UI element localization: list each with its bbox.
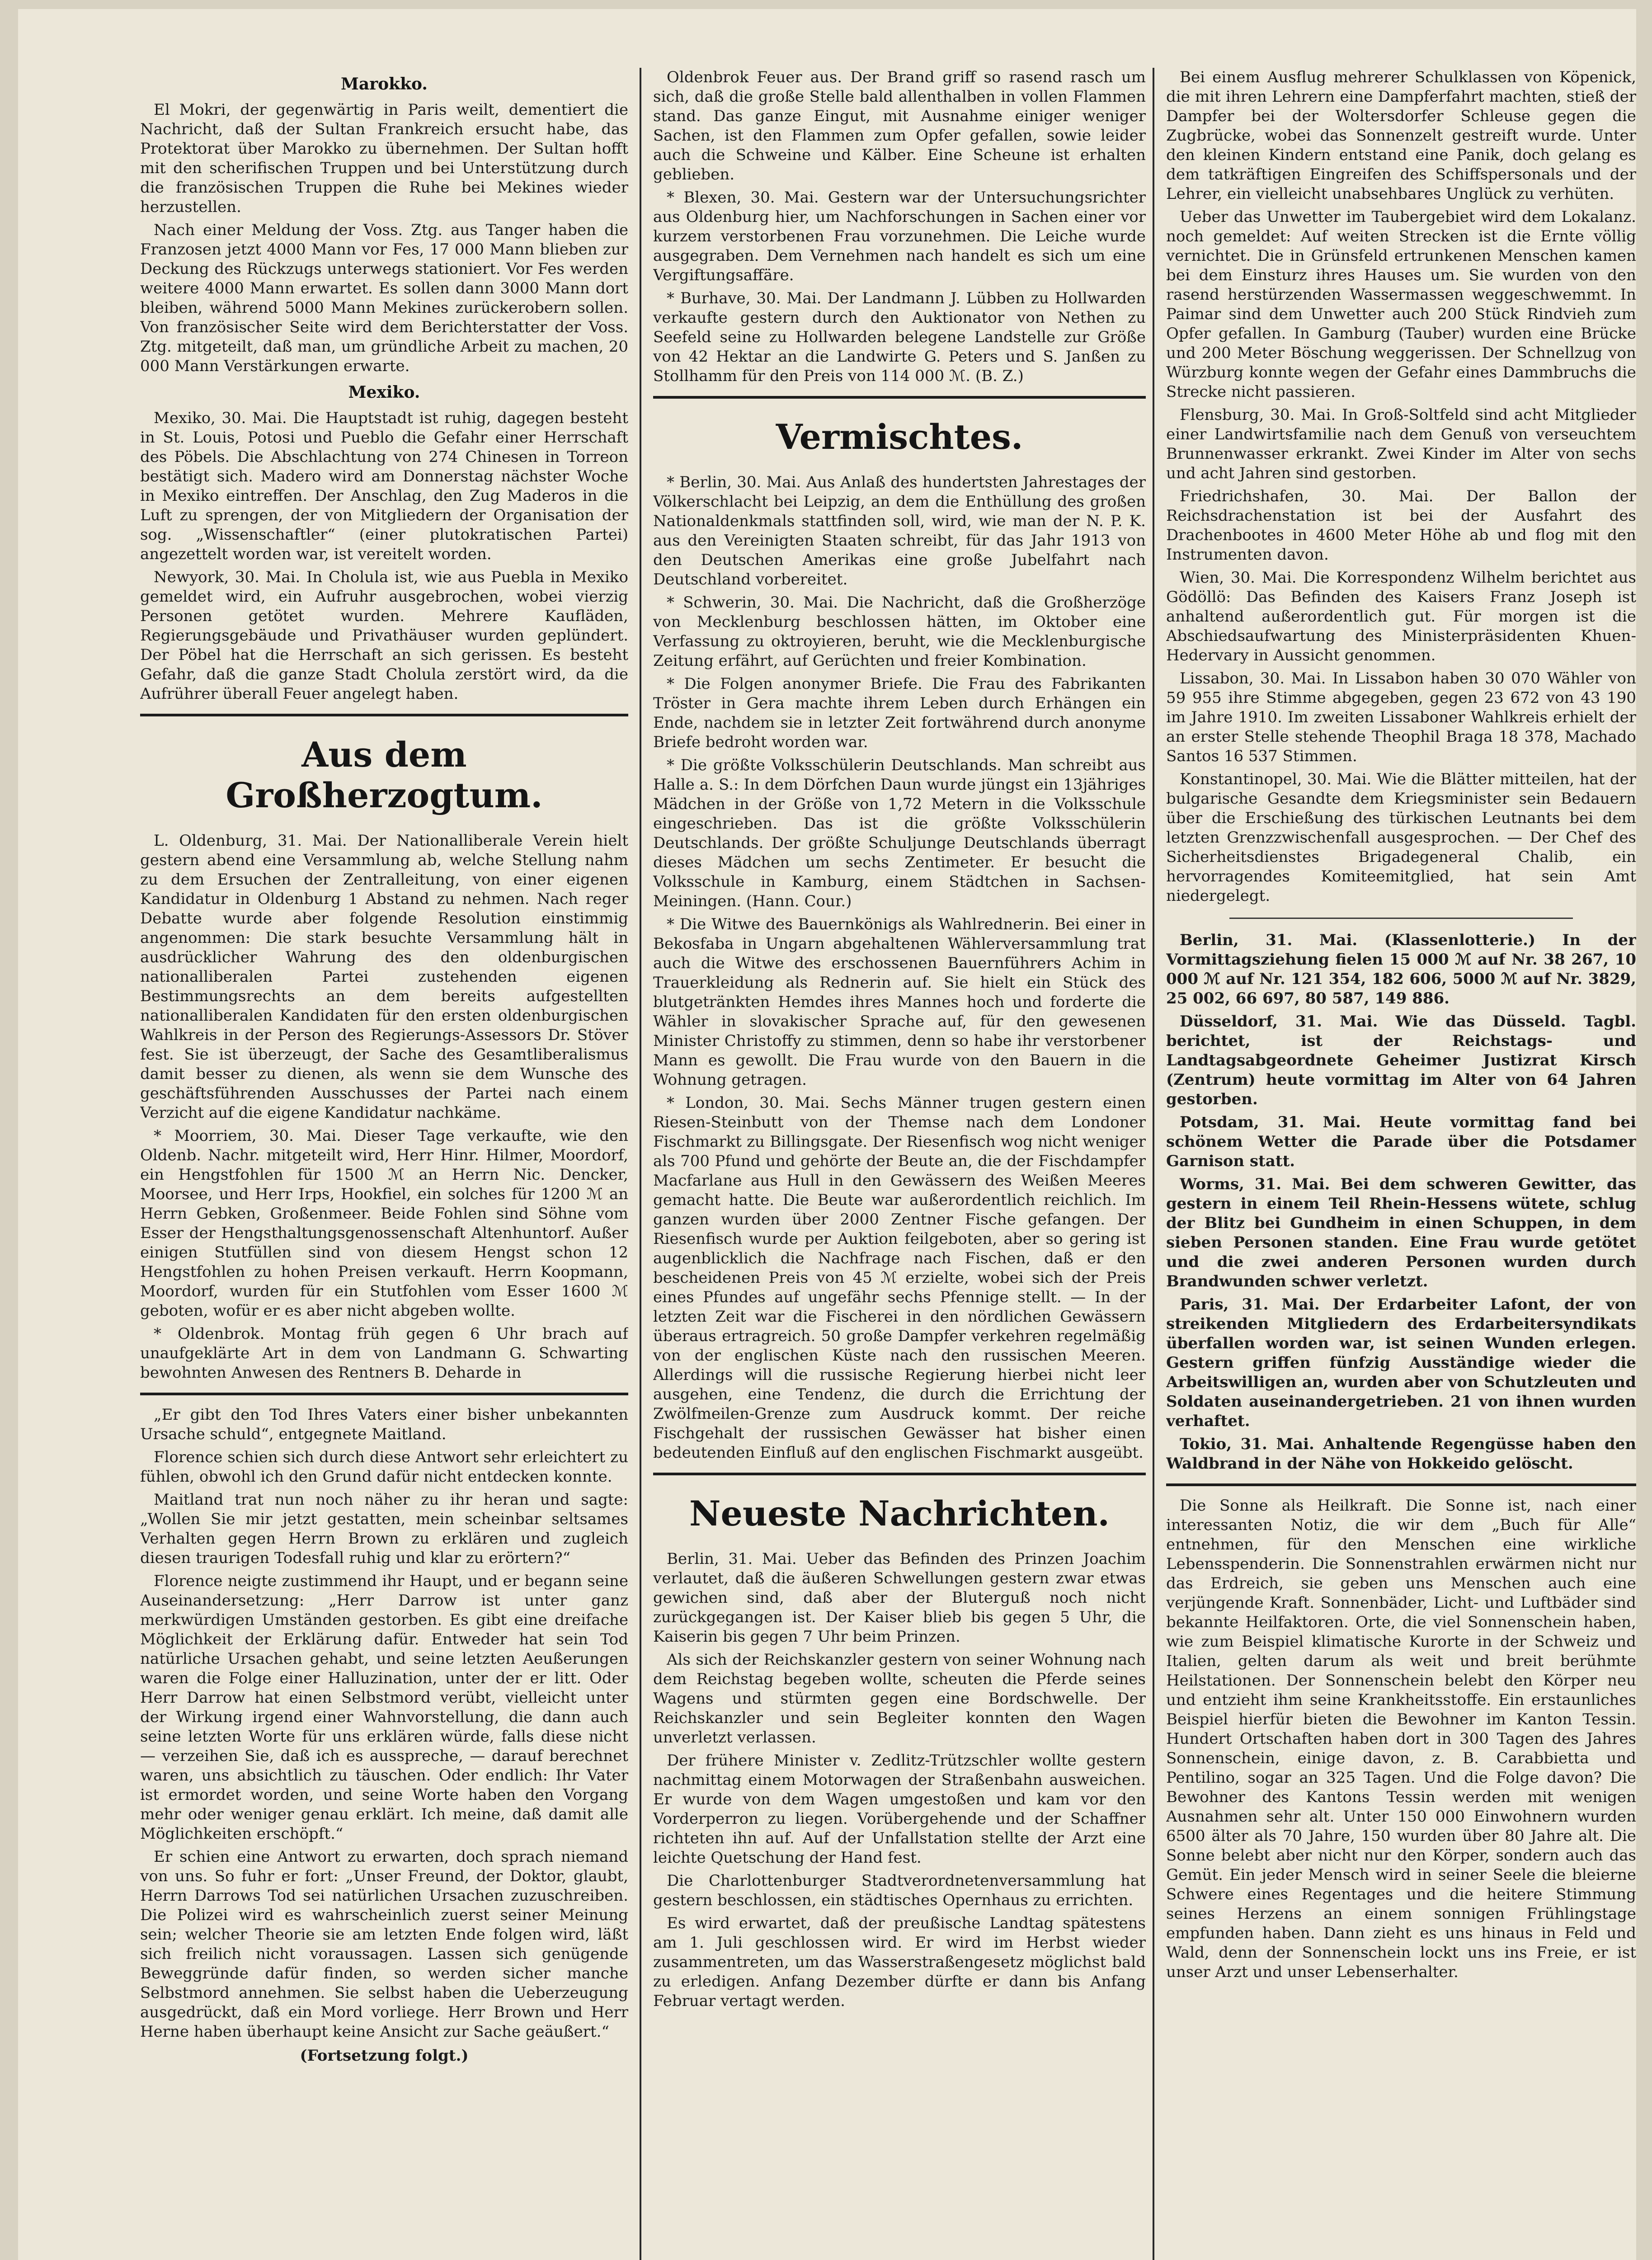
article-paragraph: * Burhave, 30. Mai. Der Landmann J. Lübben zu Hollwarden verkaufte gestern durch den Auktionator von Nethen zu Seefeld seine zu Hollwarden belegene Landstelle zur Größe von 42 Hektar an die Landwirte G. Peters und S. Janßen zu Stollhamm für den Preis von 114 000 ℳ. (B. Z.) — [653, 289, 1146, 385]
section-heading-marokko: Marokko. — [341, 75, 428, 94]
article-paragraph: Die Sonne als Heilkraft. Die Sonne ist, nach einer interessanten Notiz, die wir dem „Buch für Alle“ entnehmen, für den Menschen eine wirkliche Lebensspenderin. Die Sonnenstrahlen erwärmen nicht nur das Erdreich, sie geben uns Menschen auch eine verjüngende Kraft. Sonnenbäder, Licht- und Luftbäder sind bekannte Heilfaktoren. Orte, die viel Sonnenschein haben, wie zum Beispiel klimatische Kurorte in der Schweiz und Italien, gelten darum als weit und breit berühmte Heilstationen. Der Sonnenschein belebt den Körper neu und entzieht ihm seine Krankheitsstoffe. Ein erstaunliches Beispiel hierfür bieten die Bewohner im Kanton Tessin. Hundert Ortschaften haben dort in 300 Tagen des Jahres Sonnenschein, einige davon, z. B. Carabbietta und Pentilino, sogar an 325 Tagen. Und die Folge davon? Die Bewohner des Kantons Tessin werden mit wenigen Ausnahmen sehr alt. Unter 150 000 Einwohnern wurden 6500 älter als 70 Jahre, 150 wurden über 80 Jahre alt. Die Sonne belebt aber nicht nur den Körper, sondern auch das Gemüt. Ein jeder Mensch wird in seiner Seele die bleierne Schwere eines Regentages und die heitere Stimmung seines Herzens an einem sonnigen Frühlingstage empfunden haben. Dann zieht es uns hinaus in Feld und Wald, denn der Sonnenschein lockt uns ins Freie, er ist unser Arzt und unser Lebenserhalter. — [1166, 1497, 1636, 1981]
article-paragraph: * Die Folgen anonymer Briefe. Die Frau des Fabrikanten Tröster in Gera machte ihrem Leben durch Erhängen ein Ende, nachdem sie in letzter Zeit fortwährend durch anonyme Briefe bedroht worden war. — [653, 675, 1146, 751]
article-paragraph: * Die größte Volksschülerin Deutschlands. Man schreibt aus Halle a. S.: In dem Dörfchen Daun wurde jüngst ein 13jähriges Mädchen in der Größe von 1,72 Metern in die Volksschule eingeschrieben. Das ist die größte Volksschülerin Deutschlands. Der größte Schuljunge Deutschlands überragt dieses Mädchen um sechs Zentimeter. Er besucht die Volksschule in Kamburg, einem Städtchen in Sachsen-Meiningen. (Hann. Cour.) — [653, 756, 1146, 910]
column-rule — [640, 68, 641, 2260]
article-paragraph: * London, 30. Mai. Sechs Männer trugen gestern einen Riesen-Steinbutt von der Themse nach dem Londoner Fischmarkt zu Billingsgate. Der Riesenfisch wog nicht weniger als 700 Pfund und gehörte der Beute an, die der Fischdampfer Macfarlane aus Hull in den Gewässern des Weißen Meeres gemacht hatte. Die Beute war außerordentlich reichlich. Im ganzen wurden über 2000 Zentner Fische gefangen. Der Riesenfisch wurde per Auktion feilgeboten, aber so gering ist augenblicklich die Nachfrage nach Fischen, daß er den bescheidenen Preis von 45 ℳ erzielte, wobei sich der Preis eines Pfundes auf ungefähr sechs Pfennige stellt. — In der letzten Zeit war die Fischerei in den nördlichen Gewässern überaus ertragreich. 50 große Dampfer verkehren regelmäßig von der englischen Küste nach den russischen Meeren. Allerdings will die russische Regierung hierbei nicht leer ausgehen, eine Tendenz, die durch die Errichtung der Zwölfmeilen-Grenze zum Ausdruck kommt. Der reiche Fischgehalt der russischen Gewässer hat bisher einen bedeutenden Einfluß auf den englischen Fischmarkt ausgeübt. — [653, 1094, 1146, 1462]
telegram-paragraph: Berlin, 31. Mai. (Klassenlotterie.) In der Vormittagsziehung fielen 15 000 ℳ auf Nr. 38 267, 10 000 ℳ auf Nr. 121 354, 182 606, 5000 ℳ auf Nr. 3829, 25 002, 66 697, 80 587, 149 886. — [1166, 931, 1636, 1008]
column-rule — [1153, 68, 1154, 2260]
novel-paragraph: Maitland trat nun noch näher zu ihr heran und sagte: „Wollen Sie mir jetzt gestatten, mein scheinbar seltsames Verhalten gegen Herrn Brown zu erklären und zugleich diesen traurigen Todesfall ruhig und klar zu erörtern?“ — [140, 1491, 628, 1567]
column-left — [140, 68, 628, 2260]
section-heading-neueste-nachrichten: Neueste Nachrichten. — [689, 1493, 1110, 1534]
article-paragraph: Der frühere Minister v. Zedlitz-Trützschler wollte gestern nachmittag einem Motorwagen der Straßenbahn ausweichen. Er wurde von dem Wagen umgestoßen und kam vor den Vorderperron zu liegen. Vorübergehende und der Schaffner richteten ihn auf. Auf der Unfallstation stellte der Arzt eine leichte Quetschung der Hand fest. — [653, 1752, 1146, 1867]
article-paragraph: Lissabon, 30. Mai. In Lissabon haben 30 070 Wähler von 59 955 ihre Stimme abgegeben, gegen 23 672 von 43 190 im Jahre 1910. Im zweiten Lissaboner Wahlkreis erhielt der an erster Stelle stehende Theophil Braga 18 378, Machado Santos 16 537 Stimmen. — [1166, 669, 1636, 765]
article-paragraph: Berlin, 31. Mai. Ueber das Befinden des Prinzen Joachim verlautet, daß die äußeren Schwellungen gestern zwar etwas gewichen sind, daß aber der Bluterguß noch nicht zurückgegangen ist. Der Kaiser blieb bis gegen 5 Uhr, die Kaiserin bis gegen 7 Uhr beim Prinzen. — [653, 1550, 1146, 1646]
telegram-paragraph: Düsseldorf, 31. Mai. Wie das Düsseld. Tagbl. berichtet, ist der Reichstags- und Landtagsabgeordnete Geheimer Justizrat Kirsch (Zentrum) heute vormittag im Alter von 64 Jahren gestorben. — [1166, 1012, 1636, 1108]
telegram-paragraph: Paris, 31. Mai. Der Erdarbeiter Lafont, der von streikenden Mitgliedern des Erdarbeitersyndikats überfallen worden war, ist seinen Wunden erlegen. Gestern griffen fünfzig Ausständige wieder die Arbeitswilligen an, wurden aber von Schutzleuten und Soldaten auseinandergetrieben. 21 von ihnen wurden verhaftet. — [1166, 1295, 1636, 1430]
section-divider — [653, 1473, 1146, 1475]
column-right — [1166, 68, 1636, 2260]
article-paragraph: L. Oldenburg, 31. Mai. Der Nationalliberale Verein hielt gestern abend eine Versammlung ab, welche Stellung nahm zu dem Ersuchen der Zentralleitung, von einer eigenen Kandidatur in Oldenburg 1 Abstand zu nehmen. Nach reger Debatte wurde aber folgende Resolution einstimmig angenommen: Die stark besuchte Versammlung hält in ausdrücklicher Wahrung des den oldenburgischen nationalliberalen Partei zustehenden eigenen Bestimmungsrechts an dem bereits aufgestellten nationalliberalen Kandidaten für den ersten oldenburgischen Wahlkreis in der Person des Regierungs-Assessors Dr. Stöver fest. Sie ist überzeugt, der Sache des Gesamtliberalismus damit besser zu dienen, als wenn sie dem Wunsche des geschäftsführenden Ausschusses der Partei nach einem Verzicht auf die eigene Kandidatur nachkäme. — [140, 832, 628, 1122]
article-paragraph: Newyork, 30. Mai. In Cholula ist, wie aus Puebla in Mexiko gemeldet wird, ein Aufruhr ausgebrochen, wobei vierzig Personen getötet wurden. Mehrere Kaufläden, Regierungsgebäude und Privathäuser wurden geplündert. Der Pöbel hat die Herrschaft an sich gerissen. Es besteht Gefahr, daß die ganze Stadt Cholula zerstört wird, da die Aufrührer überall Feuer angelegt haben. — [140, 568, 628, 703]
telegram-divider — [1229, 918, 1573, 919]
article-paragraph: Mexiko, 30. Mai. Die Hauptstadt ist ruhig, dagegen besteht in St. Louis, Potosi und Pueblo die Gefahr einer Herrschaft des Pöbels. Die Abschlachtung von 274 Chinesen in Torreon bestätigt sich. Madero wird am Donnerstag nächster Woche in Mexiko eintreffen. Der Anschlag, den Zug Maderos in die Luft zu sprengen, der von Mitgliedern der Organisation der sog. „Wissenschaftler“ (einer plutokratischen Partei) angezettelt worden war, ist vereitelt worden. — [140, 409, 628, 563]
article-paragraph: El Mokri, der gegenwärtig in Paris weilt, dementiert die Nachricht, daß der Sultan Frankreich ersucht habe, das Protektorat über Marokko zu übernehmen. Der Sultan hofft mit den scherifischen Truppen und bei Unterstützung durch die französischen Truppen die Ruhe bei Mekines wieder herzustellen. — [140, 101, 628, 216]
feuilleton-divider — [140, 1393, 628, 1395]
article-paragraph: * Berlin, 30. Mai. Aus Anlaß des hundertsten Jahrestages der Völkerschlacht bei Leipzig, an dem die Enthüllung des großen Nationaldenkmals stattfinden soll, wird, wie man der N. P. K. aus den Vereinigten Staaten schreibt, für das Jahr 1913 von den Deutschen Amerikas eine große Jubelfahrt nach Deutschland vorbereitet. — [653, 473, 1146, 589]
article-paragraph: Es wird erwartet, daß der preußische Landtag spätestens am 1. Juli geschlossen wird. Er wird im Herbst wieder zusammentreten, um das Wasserstraßengesetz möglichst bald zu erledigen. Anfang Dezember dürfte er dann bis Anfang Februar vertagt werden. — [653, 1914, 1146, 2010]
article-paragraph: * Schwerin, 30. Mai. Die Nachricht, daß die Großherzöge von Mecklenburg beschlossen hätten, im Oktober eine Verfassung zu oktroyieren, beruht, wie die Mecklenburgische Zeitung erfährt, auf Gerüchten und freier Kombination. — [653, 593, 1146, 670]
article-paragraph: Als sich der Reichskanzler gestern von seiner Wohnung nach dem Reichstag begeben wollte, scheuten die Pferde seines Wagens und stürmten gegen eine Bordschwelle. Der Reichskanzler und sein Begleiter konnten den Wagen unverletzt verlassen. — [653, 1651, 1146, 1747]
section-heading-grossherzogtum: Aus dem Großherzogtum. — [226, 734, 543, 815]
novel-paragraph: Florence neigte zustimmend ihr Haupt, und er begann seine Auseinandersetzung: „Herr Darrow ist unter ganz merkwürdigen Umständen gestorben. Es gibt eine dreifache Möglichkeit der Erklärung dafür. Entweder hat sein Tod natürliche Ursachen gehabt, und seine letzten Aeußerungen waren die Folge einer Halluzination, unter der er litt. Oder Herr Darrow hat einen Selbstmord verübt, vielleicht unter der Wirkung irgend einer Wahnvorstellung, die dann auch seine letzten Worte für uns erklären würde, falls diese nicht — verzeihen Sie, daß ich es ausspreche, — darauf berechnet waren, uns absichtlich zu täuschen. Oder endlich: Ihr Vater ist ermordet worden, und seine Worte haben den Vorgang mehr oder weniger genau erklärt. Ich meine, daß damit alle Möglichkeiten erschöpft.“ — [140, 1572, 628, 1843]
article-paragraph: Die Charlottenburger Stadtverordnetenversammlung hat gestern beschlossen, ein städtisches Opernhaus zu errichten. — [653, 1872, 1146, 1909]
section-divider — [140, 714, 628, 716]
article-paragraph: * Oldenbrok. Montag früh gegen 6 Uhr brach auf unaufgeklärte Art in dem von Landmann G. Schwarting bewohnten Anwesen des Rentners B. Deharde in — [140, 1325, 628, 1382]
article-paragraph: Konstantinopel, 30. Mai. Wie die Blätter mitteilen, hat der bulgarische Gesandte dem Kriegsminister sein Bedauern über die Erschießung des türkischen Leutnants bei dem letzten Grenzzwischenfall ausgesprochen. — Der Chef des Sicherheitsdienstes Brigadegeneral Chalib, ein hervorragendes Komiteemitglied, hat sein Amt niedergelegt. — [1166, 770, 1636, 905]
article-paragraph: * Moorriem, 30. Mai. Dieser Tage verkaufte, wie den Oldenb. Nachr. mitgeteilt wird, Herr Hinr. Hilmer, Moordorf, ein Hengstfohlen für 1500 ℳ an Herrn Nic. Dencker, Moorsee, und Herr Irps, Hookfiel, ein solches für 1200 ℳ an Herrn Gebken, Großenmeer. Beide Fohlen sind Söhne vom Esser der Hengsthaltungsgenossenschaft Altenhuntorf. Außer einigen Stutfüllen sind von diesem Hengst schon 12 Hengstfohlen zu hohen Preisen verkauft. Herrn Koopmann, Moordorf, wurden für ein Stutfohlen vom Esser 1600 ℳ geboten, wofür er es aber nicht abgeben wollte. — [140, 1127, 628, 1320]
article-paragraph: Flensburg, 30. Mai. In Groß-Soltfeld sind acht Mitglieder einer Landwirtsfamilie nach dem Genuß von verseuchtem Brunnenwasser erkrankt. Zwei Kinder im Alter von sechs und acht Jahren sind gestorben. — [1166, 406, 1636, 482]
novel-paragraph: „Er gibt den Tod Ihres Vaters einer bisher unbekannten Ursache schuld“, entgegnete Maitland. — [140, 1406, 628, 1443]
section-heading-mexiko: Mexiko. — [348, 383, 420, 402]
column-middle — [653, 68, 1146, 2260]
telegram-paragraph: Worms, 31. Mai. Bei dem schweren Gewitter, das gestern in einem Teil Rhein-Hessens wütete, schlug der Blitz bei Gundheim in einen Schuppen, in dem sieben Personen standen. Eine Frau wurde getötet und die zwei anderen Personen wurden durch Brandwunden schwer verletzt. — [1166, 1175, 1636, 1290]
novel-paragraph: Er schien eine Antwort zu erwarten, doch sprach niemand von uns. So fuhr er fort: „Unser Freund, der Doktor, glaubt, Herrn Darrows Tod sei natürlichen Ursachen zuzuschreiben. Die Polizei wird es wahrscheinlich zuerst seiner Meinung sein; welcher Theorie sie am letzten Ende folgen wird, läßt sich freilich nicht voraussagen. Lassen sich genügende Beweggründe dafür finden, so werden sicher manche Selbstmord annehmen. Sie selbst haben die Ueberzeugung ausgedrückt, daß ein Mord vorliege. Herr Brown und Herr Herne haben überhaupt keine Ansicht zur Sache geäußert.“ — [140, 1848, 628, 2041]
article-paragraph: Oldenbrok Feuer aus. Der Brand griff so rasend rasch um sich, daß die große Stelle bald allenthalben in vollen Flammen stand. Das ganze Eingut, mit Ausnahme einiger weniger Sachen, ist den Flammen zum Opfer gefallen, sowie leider auch die Schweine und Kälber. Eine Scheune ist erhalten geblieben. — [653, 68, 1146, 184]
section-heading-vermischtes: Vermischtes. — [776, 417, 1023, 457]
article-paragraph: Wien, 30. Mai. Die Korrespondenz Wilhelm berichtet aus Gödöllö: Das Befinden des Kaisers Franz Joseph ist anhaltend außerordentlich gut. Für morgen ist die Abschiedsaufwartung des Ministerpräsidenten Khuen-Hedervary in Aussicht genommen. — [1166, 569, 1636, 664]
continued-note: (Fortsetzung folgt.) — [300, 2047, 469, 2065]
article-paragraph: Bei einem Ausflug mehrerer Schulklassen von Köpenick, die mit ihren Lehrern eine Dampferfahrt machten, stieß der Dampfer bei der Woltersdorfer Schleuse gegen die Zugbrücke, wobei das Sonnenzelt gestreift wurde. Unter den kleinen Kindern entstand eine Panik, doch gelang es dem tatkräftigen Eingreifen des Schiffspersonals und der Lehrer, ein vielleicht unabsehbares Unglück zu verhüten. — [1166, 68, 1636, 203]
novel-paragraph: Florence schien sich durch diese Antwort sehr erleichtert zu fühlen, obwohl ich den Grund dafür nicht entdecken konnte. — [140, 1448, 628, 1486]
telegram-paragraph: Tokio, 31. Mai. Anhaltende Regengüsse haben den Waldbrand in der Nähe von Hokkeido gelöscht. — [1166, 1435, 1636, 1473]
newspaper-page — [18, 9, 1636, 2260]
section-divider — [653, 396, 1146, 399]
article-paragraph: Ueber das Unwetter im Taubergebiet wird dem Lokalanz. noch gemeldet: Auf weiten Strecken ist die Ernte völlig vernichtet. Die in Grünsfeld ertrunkenen Menschen kamen bei dem Einsturz ihres Hauses um. Sie wurden von den rasend herstürzenden Wassermassen weggeschwemmt. In Paimar sind dem Unwetter auch 200 Stück Rindvieh zum Opfer gefallen. In Gamburg (Tauber) wurden eine Brücke und 200 Meter Böschung weggerissen. Der Schnellzug von Würzburg konnte wegen der Gefahr eines Dammbruchs die Strecke nicht passieren. — [1166, 208, 1636, 401]
telegram-paragraph: Potsdam, 31. Mai. Heute vormittag fand bei schönem Wetter die Parade über die Potsdamer Garnison statt. — [1166, 1113, 1636, 1170]
article-paragraph: Friedrichshafen, 30. Mai. Der Ballon der Reichsdrachenstation ist bei der Ausfahrt des Drachenbootes in 4600 Meter Höhe ab und flog mit den Instrumenten davon. — [1166, 487, 1636, 564]
section-divider — [1166, 1483, 1636, 1486]
article-paragraph: * Die Witwe des Bauernkönigs als Wahlrednerin. Bei einer in Bekosfaba in Ungarn abgehaltenen Wählerversammlung trat auch die Witwe des erschossenen Bauernführers Achim in Trauerkleidung als Rednerin auf. Sie hielt ein Stück des blutgetränkten Hemdes ihres Mannes hoch und forderte die Wähler in slovakischer Sprache auf, für den gewesenen Minister Christoffy zu stimmen, denn so habe ihr verstorbener Mann es gewollt. Die Frau wurde von den Bauern in die Wohnung getragen. — [653, 915, 1146, 1089]
article-paragraph: Nach einer Meldung der Voss. Ztg. aus Tanger haben die Franzosen jetzt 4000 Mann vor Fes, 17 000 Mann blieben zur Deckung des Rückzugs unterwegs stationiert. Vor Fes werden weitere 4000 Mann erwartet. Es sollen dann 3000 Mann dort bleiben, während 5000 Mann Mekines zurückerobern sollen. Von französischer Seite wird dem Berichterstatter der Voss. Ztg. mitgeteilt, daß man, um gründliche Arbeit zu machen, 20 000 Mann Verstärkungen erwarte. — [140, 221, 628, 375]
article-paragraph: * Blexen, 30. Mai. Gestern war der Untersuchungsrichter aus Oldenburg hier, um Nachforschungen in Sachen einer vor kurzem verstorbenen Frau vorzunehmen. Die Leiche wurde ausgegraben. Dem Vernehmen nach handelt es sich um eine Vergiftungsaffäre. — [653, 188, 1146, 284]
